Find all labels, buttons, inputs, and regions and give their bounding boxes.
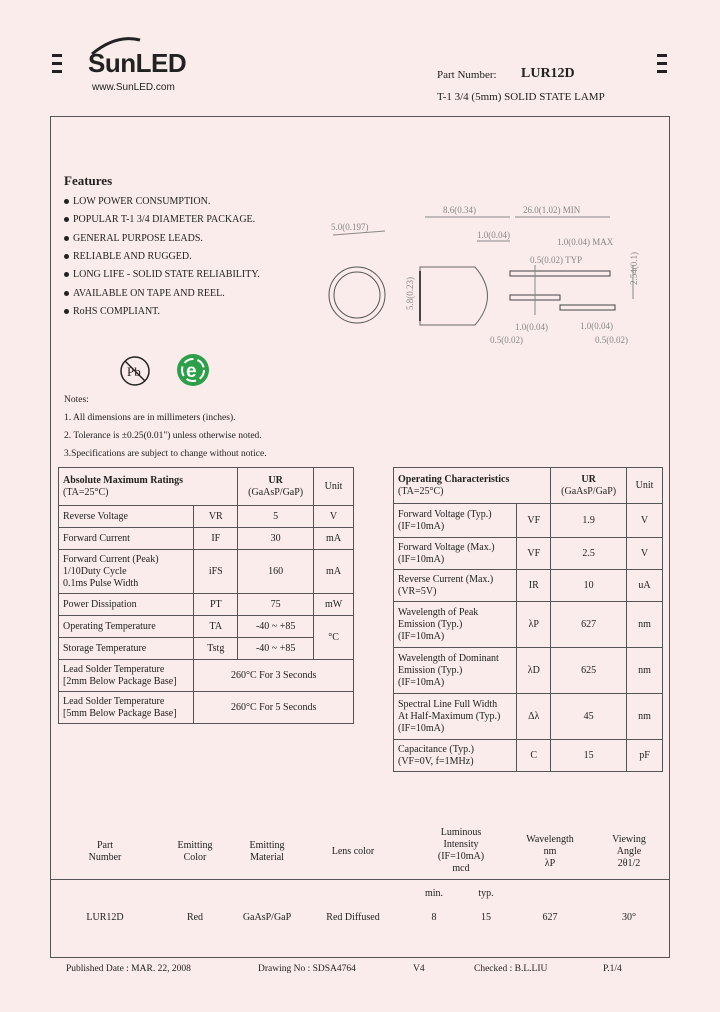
intensity-typ-label: typ. [478, 888, 494, 899]
op-row-label: Wavelength of Dominant Emission (Typ.) (IF=10mA) [394, 648, 517, 694]
op-row-symbol: VF [517, 538, 551, 570]
abs-row-value: 160 [238, 550, 314, 594]
bullet-icon [64, 236, 69, 241]
part-number: LUR12D [521, 66, 575, 81]
abs-row-value: 5 [238, 506, 314, 528]
abs-row-symbol: Tstg [194, 638, 238, 660]
svg-text:5.0(0.197): 5.0(0.197) [331, 222, 369, 232]
feature-item: LOW POWER CONSUMPTION. [64, 196, 210, 208]
op-row-value: 45 [551, 694, 627, 740]
op-row-symbol: Δλ [517, 694, 551, 740]
absolute-max-ratings-table [58, 467, 354, 724]
op-row-value: 627 [551, 602, 627, 648]
svg-text:1.0(0.04) MAX: 1.0(0.04) MAX [557, 237, 614, 247]
abs-row-label: Forward Current (Peak) 1/10Duty Cycle 0.1ms Pulse Width [59, 550, 194, 594]
bullet-icon [64, 309, 69, 314]
brand-url: www.SunLED.com [92, 82, 175, 93]
svg-text:26.0(1.02) MIN: 26.0(1.02) MIN [523, 205, 581, 215]
col-header-wavelength: Wavelength nm λP [526, 834, 574, 869]
op-row-symbol: λP [517, 602, 551, 648]
op-row-label: Forward Voltage (Typ.) (IF=10mA) [394, 504, 517, 538]
note-item: 3.Specifications are subject to change without notice. [64, 449, 267, 459]
part-number-label: Part Number: [437, 69, 497, 81]
abs-row-label: Reverse Voltage [59, 506, 194, 528]
op-col-unit: Unit [627, 468, 663, 504]
op-row-label: Wavelength of Peak Emission (Typ.) (IF=10mA) [394, 602, 517, 648]
sunled-logo [84, 30, 194, 80]
part-row-intensity-typ: 15 [481, 912, 491, 923]
op-row-unit: nm [627, 694, 663, 740]
abs-row-label: Forward Current [59, 528, 194, 550]
part-table-divider [51, 879, 669, 880]
op-row-unit: pF [627, 740, 663, 772]
op-row-symbol: λD [517, 648, 551, 694]
op-row-unit: nm [627, 602, 663, 648]
rohs-icon [175, 352, 211, 388]
abs-row-label: Storage Temperature [59, 638, 194, 660]
part-row-lens-color: Red Diffused [326, 912, 380, 923]
feature-item: AVAILABLE ON TAPE AND REEL. [64, 288, 225, 300]
abs-col-unit: Unit [314, 468, 354, 506]
op-col-ur: UR (GaAsP/GaP) [551, 468, 627, 504]
op-row-unit: V [627, 504, 663, 538]
abs-row-value: 260°C For 3 Seconds [194, 660, 354, 692]
feature-item: GENERAL PURPOSE LEADS. [64, 233, 203, 245]
part-row-viewing-angle: 30° [622, 912, 636, 923]
abs-row-value: -40 ~ +85 [238, 638, 314, 660]
part-row-emitting-material: GaAsP/GaP [242, 912, 292, 923]
note-item: 1. All dimensions are in millimeters (inches). [64, 413, 236, 423]
abs-row-unit: mA [314, 528, 354, 550]
op-row-unit: nm [627, 648, 663, 694]
op-row-symbol: VF [517, 504, 551, 538]
abs-row-unit: V [314, 506, 354, 528]
op-row-symbol: C [517, 740, 551, 772]
feature-item: RELIABLE AND RUGGED. [64, 251, 192, 263]
part-row-intensity-min: 8 [431, 912, 437, 923]
op-row-value: 1.9 [551, 504, 627, 538]
package-drawing [325, 195, 665, 355]
checked-by: Checked : B.L.LIU [474, 964, 548, 974]
op-title-cell: Operating Characteristics (TA=25°C) [394, 468, 551, 504]
page-number: P.1/4 [603, 964, 622, 974]
abs-col-ur: UR (GaAsP/GaP) [238, 468, 314, 506]
col-header-emitting-color: Emitting Color [177, 840, 213, 863]
abs-row-unit: mA [314, 550, 354, 594]
svg-text:1.0(0.04): 1.0(0.04) [580, 321, 613, 331]
svg-text:1.0(0.04): 1.0(0.04) [477, 230, 510, 240]
svg-text:0.5(0.02): 0.5(0.02) [595, 335, 628, 345]
abs-row-unit: °C [314, 616, 354, 660]
op-row-symbol: IR [517, 570, 551, 602]
svg-text:8.6(0.34): 8.6(0.34) [443, 205, 476, 215]
feature-item: RoHS COMPLIANT. [64, 306, 160, 318]
bullet-icon [64, 272, 69, 277]
op-row-unit: V [627, 538, 663, 570]
op-row-unit: uA [627, 570, 663, 602]
op-row-value: 2.5 [551, 538, 627, 570]
abs-row-value: 75 [238, 594, 314, 616]
operating-characteristics-table [393, 467, 663, 772]
svg-text:Pb: Pb [127, 364, 141, 379]
op-row-label: Capacitance (Typ.) (VF=0V, f=1MHz) [394, 740, 517, 772]
product-subtitle: T-1 3/4 (5mm) SOLID STATE LAMP [437, 91, 605, 103]
abs-row-symbol: VR [194, 506, 238, 528]
brand-name: SunLED [88, 48, 187, 78]
pb-free-icon [118, 354, 152, 388]
op-row-label: Reverse Current (Max.) (VR=5V) [394, 570, 517, 602]
abs-row-value: -40 ~ +85 [238, 616, 314, 638]
abs-row-symbol: iFS [194, 550, 238, 594]
abs-row-symbol: PT [194, 594, 238, 616]
abs-row-label: Operating Temperature [59, 616, 194, 638]
abs-row-symbol: TA [194, 616, 238, 638]
intensity-min-label: min. [424, 888, 444, 899]
op-row-value: 15 [551, 740, 627, 772]
svg-text:1.0(0.04): 1.0(0.04) [515, 322, 548, 332]
features-title: Features [64, 173, 113, 188]
svg-text:2.54(0.1): 2.54(0.1) [629, 252, 639, 285]
feature-item: LONG LIFE - SOLID STATE RELIABILITY. [64, 269, 260, 281]
part-row-part-number: LUR12D [86, 912, 124, 923]
note-item: 2. Tolerance is ±0.25(0.01") unless otherwise noted. [64, 431, 262, 441]
bullet-icon [64, 291, 69, 296]
abs-row-unit: mW [314, 594, 354, 616]
op-row-label: Forward Voltage (Max.) (IF=10mA) [394, 538, 517, 570]
abs-row-label: Power Dissipation [59, 594, 194, 616]
version: V4 [413, 964, 425, 974]
abs-row-value: 260°C For 5 Seconds [194, 692, 354, 724]
col-header-part-number: Part Number [88, 840, 122, 863]
abs-row-label: Lead Solder Temperature [5mm Below Package Base] [59, 692, 194, 724]
svg-text:e: e [186, 361, 197, 382]
drawing-number: Drawing No : SDSA4764 [258, 964, 356, 974]
part-row-emitting-color: Red [186, 912, 204, 923]
bullet-icon [64, 199, 69, 204]
notes-title: Notes: [64, 395, 89, 405]
col-header-luminous-intensity: Luminous Intensity (IF=10mA) mcd [437, 827, 485, 874]
op-row-value: 625 [551, 648, 627, 694]
part-row-wavelength: 627 [542, 912, 558, 923]
col-header-lens-color: Lens color [331, 846, 375, 857]
published-date: Published Date : MAR. 22, 2008 [66, 964, 191, 974]
op-row-value: 10 [551, 570, 627, 602]
op-row-label: Spectral Line Full Width At Half-Maximum (Typ.) (IF=10mA) [394, 694, 517, 740]
bullet-icon [64, 217, 69, 222]
abs-row-value: 30 [238, 528, 314, 550]
abs-title-cell: Absolute Maximum Ratings (TA=25°C) [59, 468, 238, 506]
col-header-viewing-angle: Viewing Angle 2θ1/2 [612, 834, 646, 869]
bullet-icon [64, 254, 69, 259]
abs-row-symbol: IF [194, 528, 238, 550]
svg-text:0.5(0.02) TYP: 0.5(0.02) TYP [530, 255, 583, 265]
svg-text:0.5(0.02): 0.5(0.02) [490, 335, 523, 345]
feature-item: POPULAR T-1 3/4 DIAMETER PACKAGE. [64, 214, 255, 226]
col-header-emitting-material: Emitting Material [249, 840, 285, 863]
svg-text:5.8(0.23): 5.8(0.23) [405, 277, 415, 310]
abs-row-label: Lead Solder Temperature [2mm Below Package Base] [59, 660, 194, 692]
